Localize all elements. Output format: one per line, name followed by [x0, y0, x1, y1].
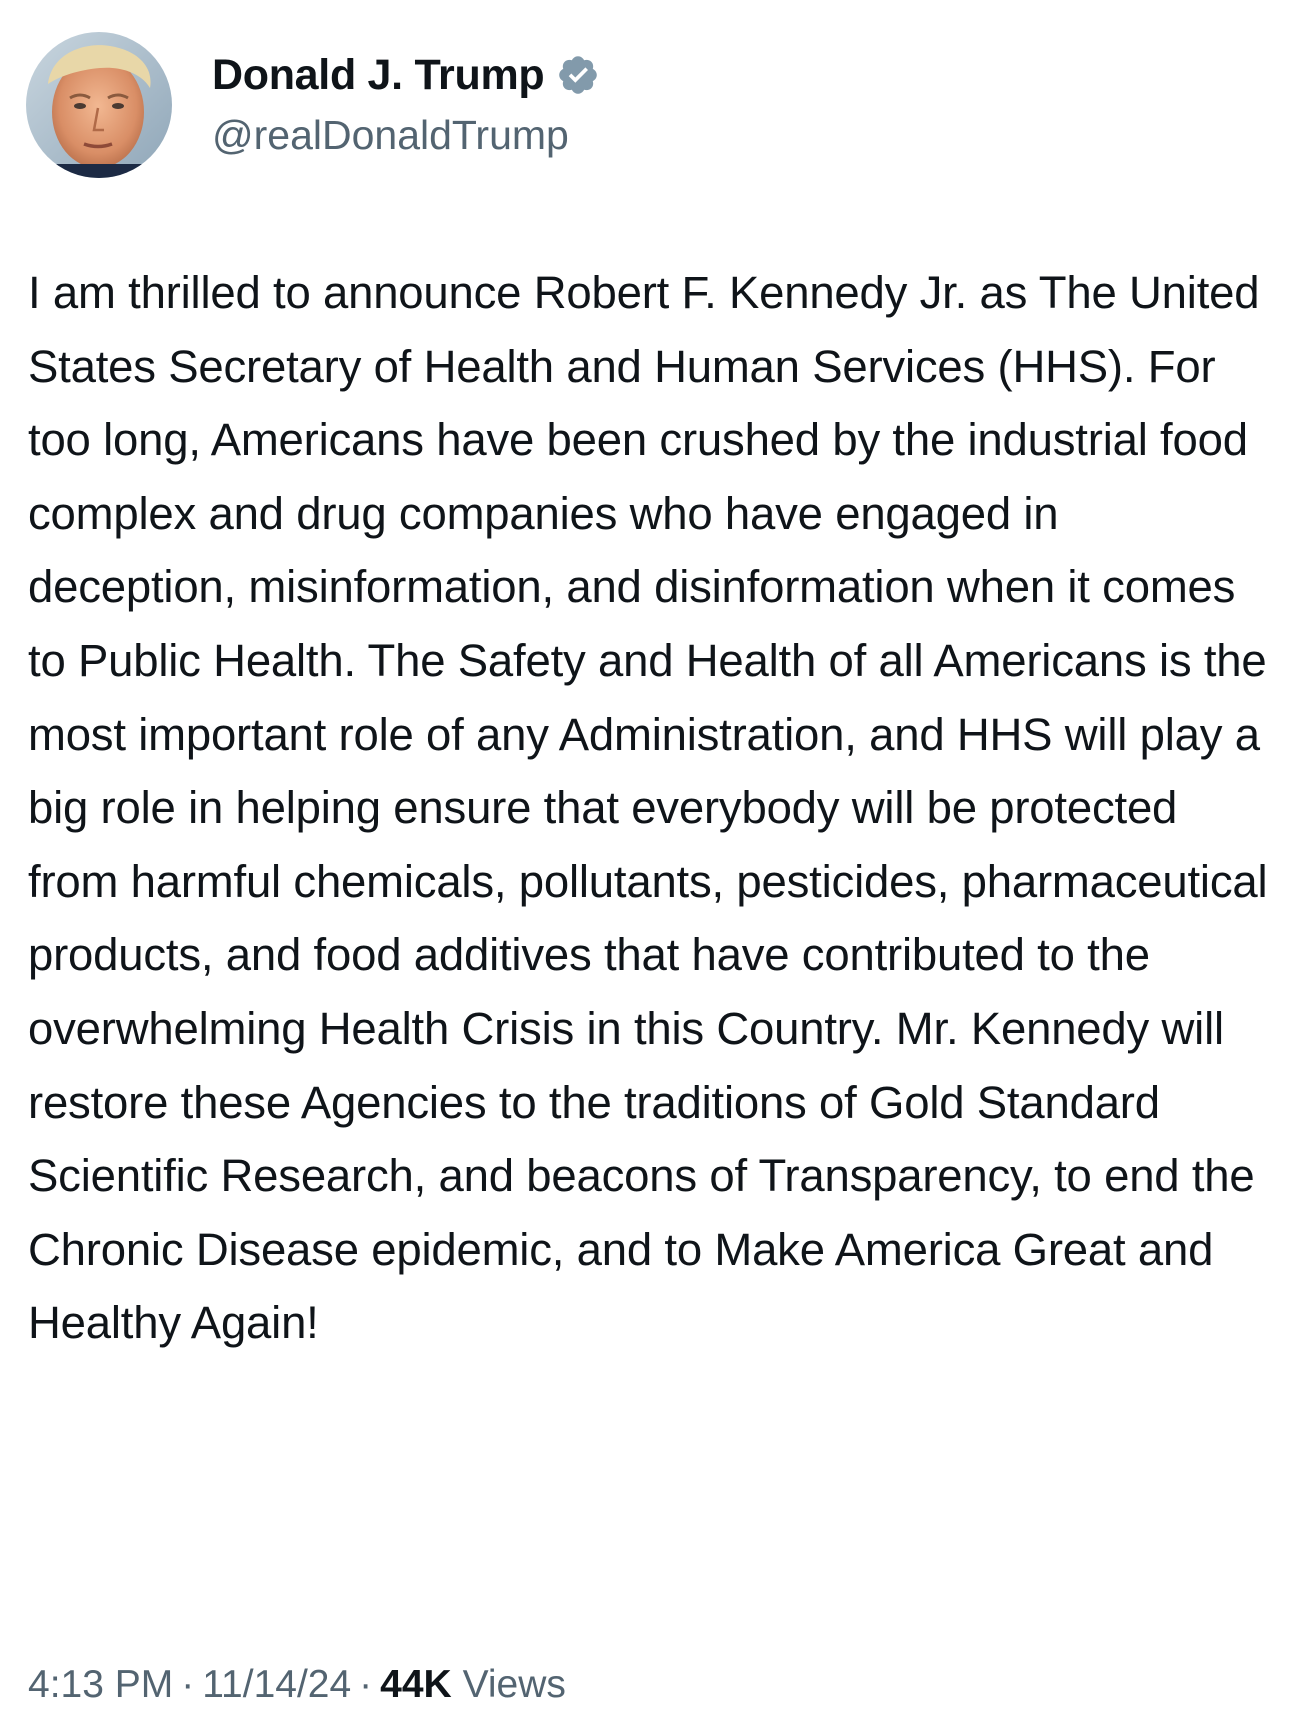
author-names: [212, 47, 600, 163]
tweet-header: [26, 32, 600, 178]
display-name[interactable]: Donald J. Trump: [212, 51, 545, 99]
tweet-time[interactable]: 4:13 PM: [28, 1663, 174, 1706]
views-label[interactable]: Views: [462, 1663, 566, 1706]
verified-badge-icon[interactable]: [556, 53, 600, 97]
avatar-portrait-icon: [26, 32, 172, 178]
tweet-text: I am thrilled to announce Robert F. Kennedy Jr. as The United States Secretary of Health and Human Services (HHS). For too long, Americans have been crushed by the industrial food complex and drug companies who have engaged in deception, misinformation, and disinformation when it comes to Public Health. The Safety and Health of all Americans is the most important role of any Administration, and HHS will play a big role in helping ensure that everybody will be protected from harmful chemicals, pollutants, pesticides, pharmaceutical products, and food additives that have contributed to the overwhelming Health Crisis in this Country. Mr. Kennedy will restore these Agencies to the traditions of Gold Standard Scientific Research, and beacons of Transparency, to end the Chronic Disease epidemic, and to Make America Great and Healthy Again!: [28, 267, 1268, 1349]
name-row: [212, 47, 600, 103]
views-count[interactable]: 44K: [380, 1663, 452, 1706]
separator-dot: ·: [181, 1663, 195, 1706]
separator-dot: ·: [359, 1663, 373, 1706]
avatar[interactable]: [26, 32, 172, 178]
tweet-date[interactable]: 11/14/24: [202, 1663, 352, 1706]
tweet-meta: [28, 1660, 566, 1710]
author-handle[interactable]: @realDonaldTrump: [212, 112, 569, 158]
